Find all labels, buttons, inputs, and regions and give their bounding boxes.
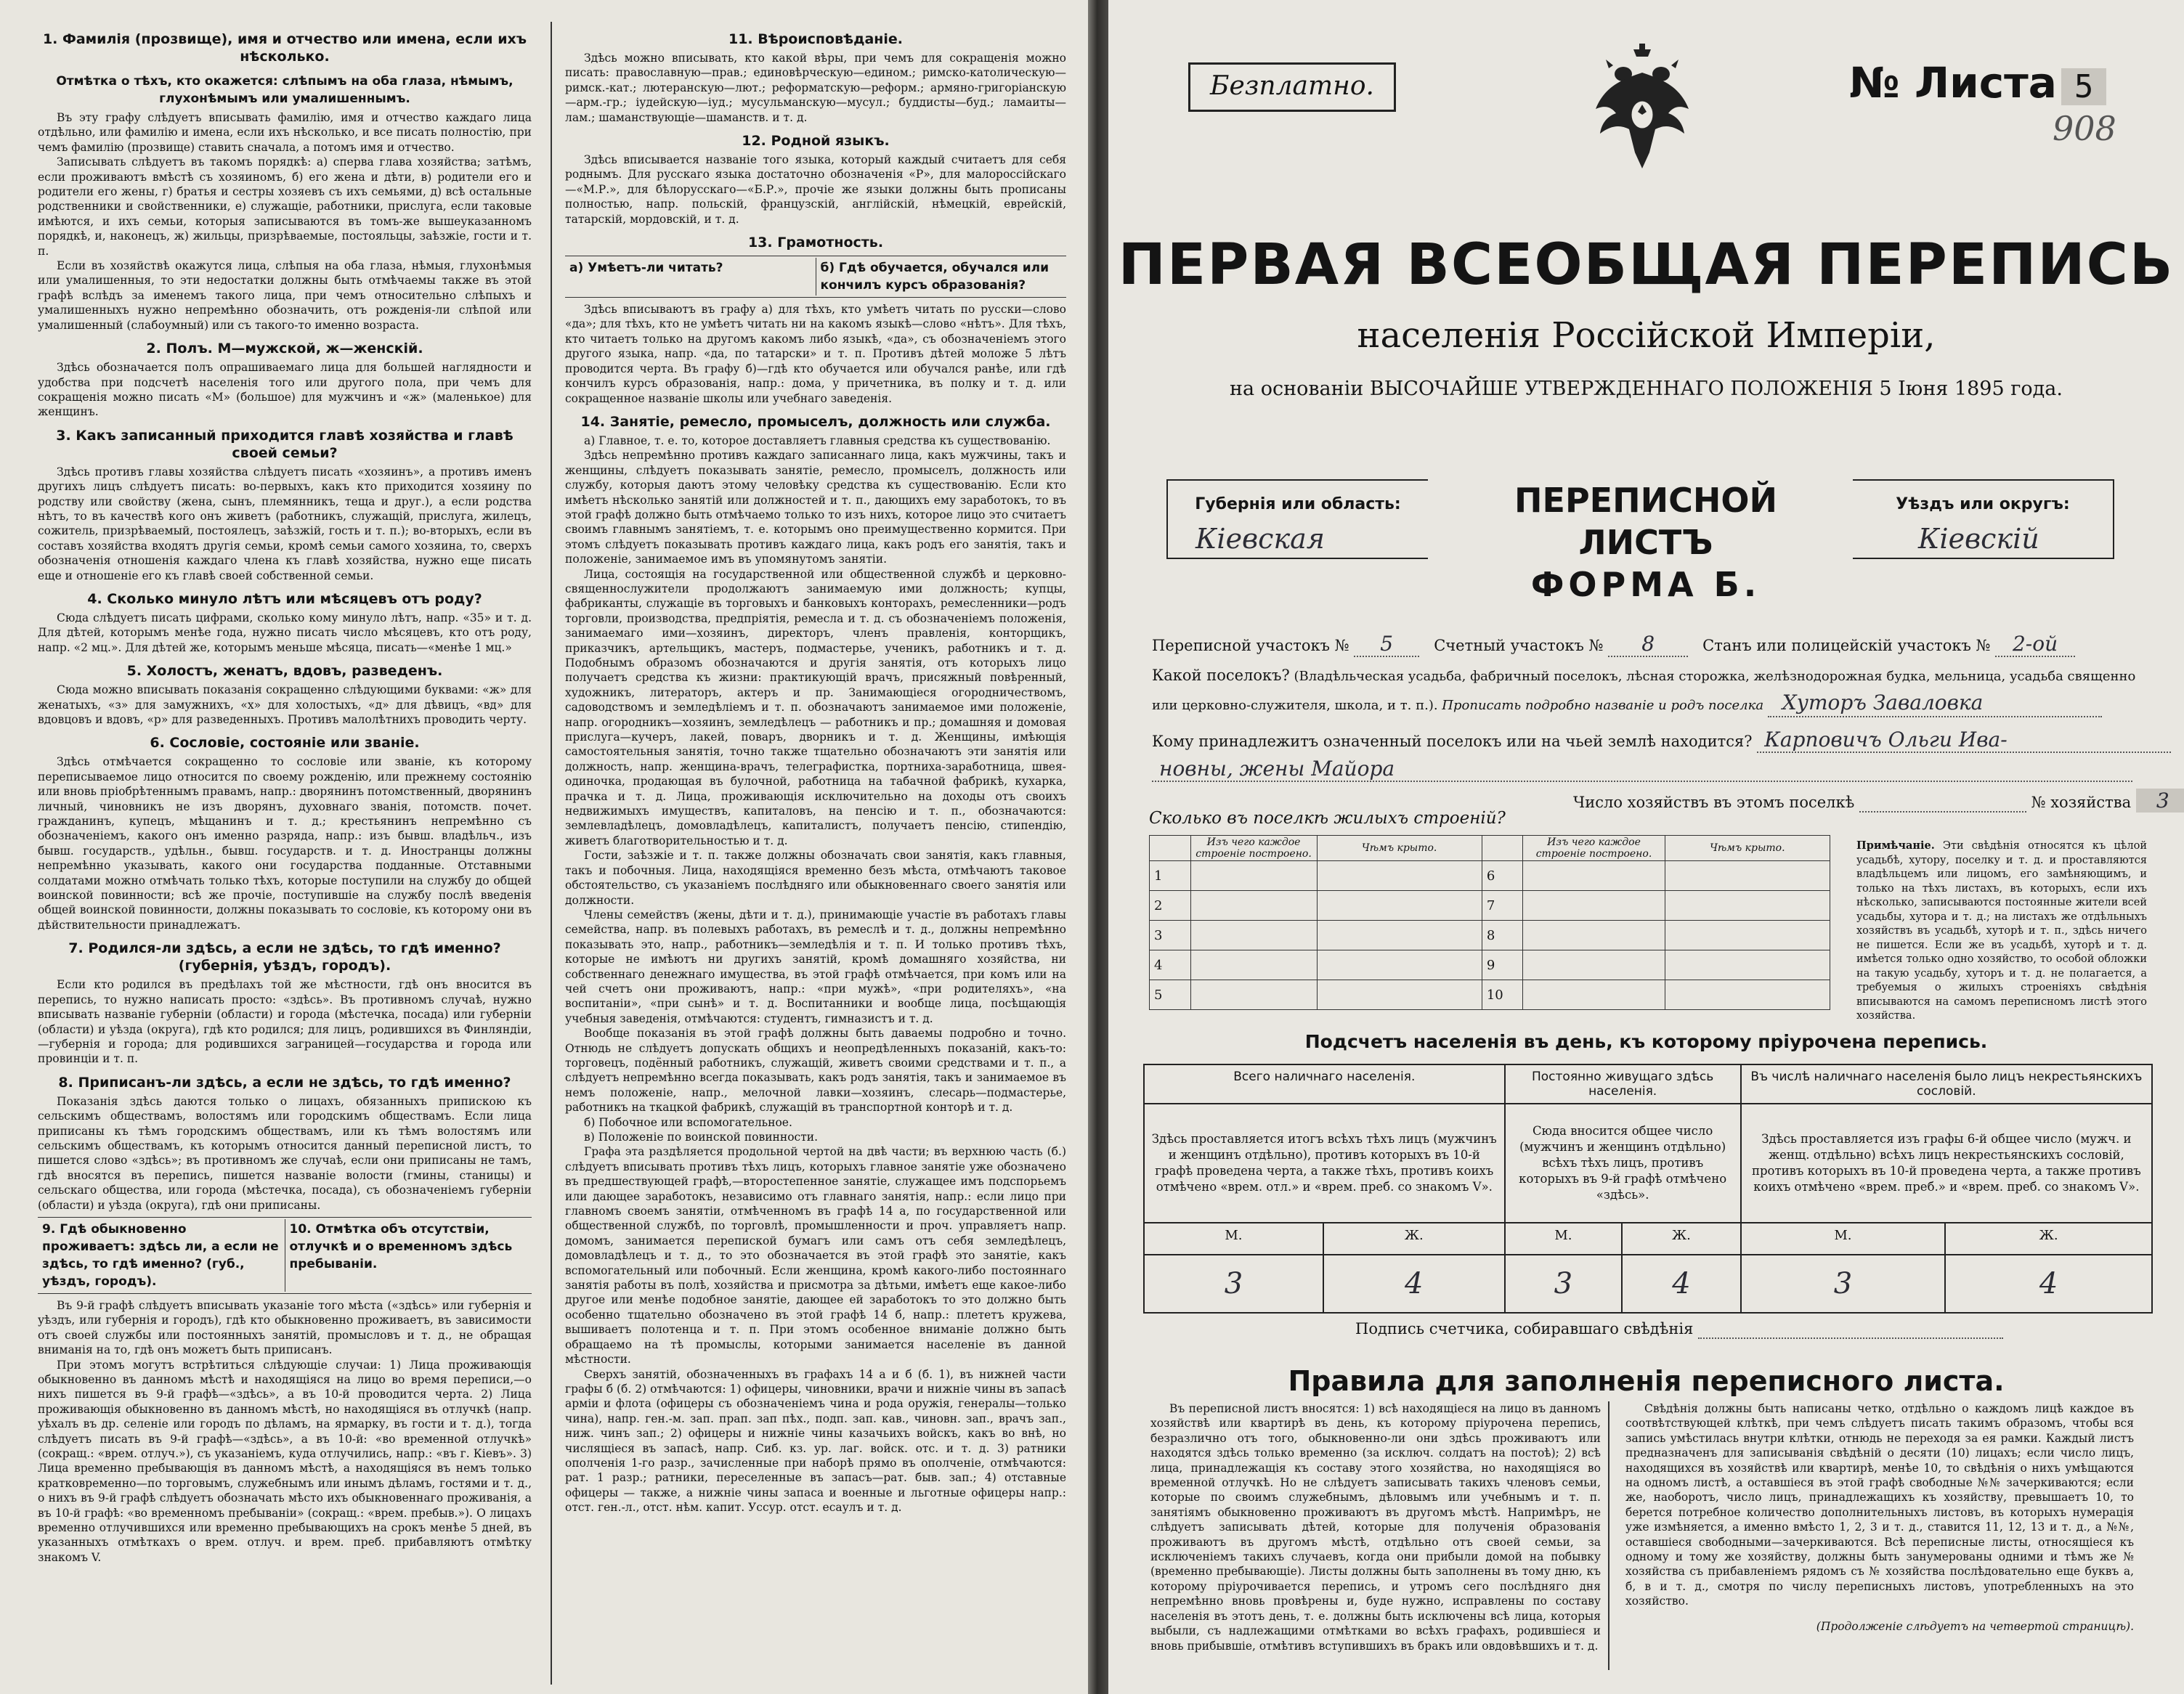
section-heading: а) Умѣетъ-ли читать? xyxy=(569,261,723,276)
instruction-paragraph: Если кто родился въ предѣлахъ той же мѣстности, гдѣ онъ вносится въ перепись, то нужно написать просто: «здѣсь». Въ противномъ случаѣ, нужно вписывать названіе губерніи (области) и города (мѣстечка, посада) или губерніи (области) и уѣзда (округа), гдѣ кто родился; для лицъ, родившихся въ Финляндіи,—губернія и города; для родившихся заграницей—государства и города или провинціи и т. п. xyxy=(38,978,532,1066)
female-label: Ж. xyxy=(1323,1223,1505,1255)
two-part-heading xyxy=(38,1217,532,1294)
instruction-paragraph: Здѣсь отмѣчается сокращенно то сословіе или званіе, къ которому переписываемое лицо относится по своему рожденію, или прежнему состоянію или вновь пріобрѣтеннымъ правамъ, напр.: дворянинъ потомственный, дворянинъ личный, чиновникъ не изъ дворянъ, духовнаго званія, потомств. почет. гражданинъ, купецъ, мѣщанинъ и т. д.; крестьянинъ непремѣнно съ обозначеніемъ, какого онъ именно разряда, напр.: изъ бывш. владѣльч., изъ бывш. государств., удѣльн., бывш. государств. и т. д. Иностранцы должны непремѣнно указывать, какого они государства подданные. Отставными солдатами можно отмѣчать только тѣхъ, которые поступили на службу до общей воинской повинности; всѣ же прочіе, поступившіе на службу послѣ введенія общей воинской повинности, должны показывать то сословіе, къ которому они въ дѣйствительности принадлежатъ. xyxy=(38,755,532,932)
section-heading: 13. Грамотность. xyxy=(747,235,884,251)
settlement-hint-2: Прописать подробно названіе и родъ поселка xyxy=(1442,698,1764,713)
rules-title: Правила для заполненія переписного листа. xyxy=(1288,1365,2005,1397)
houses-header-material-2: Изъ чего каждое строеніе построено. xyxy=(1523,836,1665,861)
row-number: 4 xyxy=(1150,950,1191,980)
instruction-paragraph: Въ эту графу слѣдуетъ вписывать фамилію, имя и отчество каждаго лица отдѣльно, или фамилію и имена, если ихъ нѣсколько, и все писать полностію, при чемъ фамилію (прозвище) ставить сначала, а потомъ имя и отчество. xyxy=(38,111,532,154)
row-number: 2 xyxy=(1150,891,1191,921)
column-divider xyxy=(551,22,552,1685)
instruction-paragraph: Члены семействъ (жены, дѣти и т. д.), принимающіе участіе въ работахъ главы семейства, напр. въ полевыхъ работахъ, въ ремеслѣ и т. д., должны непремѣнно показывать это, напр., работникъ—земледѣлія и т. п. И только противъ тѣхъ, которые не имѣютъ ни другихъ занятій, кромѣ домашняго хозяйства, ни собственнаго денежнаго имущества, въ этой графѣ отмѣчается, при комъ или на чей счетъ они проживаютъ, напр.: «при мужѣ», «при родителяхъ», «на воспитаніи», «при сынѣ» и т. д. Воспитанники и вообще лица, посѣщающія учебныя заведенія, отмѣчаются: студентъ, гимназистъ и т. д. xyxy=(565,908,1066,1025)
table-row xyxy=(1150,980,1830,1010)
table-row xyxy=(1150,921,1830,950)
row-number: 3 xyxy=(1150,921,1191,950)
non-peasant-male-count: 3 xyxy=(1741,1255,1946,1313)
owner-line-2 xyxy=(1152,757,2132,782)
instruction-paragraph: Здѣсь обозначается полъ опрашиваемаго лица для большей наглядности и удобства при подсчетѣ населенія того или другого пола, при чемъ для сокращенія можно писать «М» (большое) для мужчинъ и «ж» (маленькое) для женщинъ. xyxy=(38,361,532,419)
row-number: 1 xyxy=(1150,861,1191,891)
instruction-paragraph: Графа эта раздѣляется продольной чертой на двѣ части; въ верхнюю часть (б.) слѣдуетъ вписывать противъ тѣхъ лицъ, которыхъ главное занятіе уже обозначено въ предшествующей графѣ,—второстепенное занятіе, служащее имъ подспорьемъ или дающее заработокъ, независимо отъ главнаго занятія, напр.: если лицо при главномъ своемъ занятіи, отмѣченномъ въ графѣ 14 а, по государственной или общественной службѣ, по торговлѣ, промышленности и проч. управляетъ напр. домомъ, занимается перепиской бумагъ или самъ отъ себя земледѣлецъ, домовладѣлецъ и т. д., то это обозначается въ этой графѣ это занятіе, какъ вспомогательный или побочный. Если женщина, кромѣ какого-либо постояннаго занятія работы въ полѣ, хозяйства и присмотра за дѣтьми, имѣетъ еще какое-либо другое или менѣе подобное занятіе, дающее ей заработокъ то это должно быть особенно тщательно обозначено въ этой графѣ 14 б, напр.: плететъ кружева, вышиваетъ полотенца и т. п. При этомъ особенное вниманіе должно быть обращаемо на тѣ промыслы, которыми занимается населеніе въ данной мѣстности. xyxy=(565,1145,1066,1367)
section-subheading: Отмѣтка о тѣхъ, кто окажется: слѣпымъ на оба глаза, нѣмымъ, глухонѣмымъ или умалишеннымъ. xyxy=(56,74,513,106)
section-line xyxy=(1152,632,2075,657)
row-number: 5 xyxy=(1150,980,1191,1010)
houses-header-roof-2: Чѣмъ крыто. xyxy=(1665,836,1830,861)
section-heading: 14. Занятіе, ремесло, промыселъ, должность или служба. xyxy=(580,413,1051,430)
owner-value-1: Карповичъ Ольги Ива- xyxy=(1757,728,2171,753)
form-name: ФОРМА Б. xyxy=(1530,565,1761,604)
instruction-paragraph: б) Побочное или вспомогательное. xyxy=(584,1115,792,1129)
row-number: 9 xyxy=(1482,950,1523,980)
instruction-paragraph: Здѣсь противъ главы хозяйства слѣдуетъ писать «хозяинъ», а противъ именъ другихъ лицъ слѣдуетъ писать: во-первыхъ, какъ кто приходится хозяину по родству или свойству (жена, сынъ, племянникъ, теща и друг.), а если родства нѣтъ, то въ качествѣ кого онъ живетъ (работникъ, служащій, прислуга, жилецъ, сожитель, призрѣваемый, постоялецъ, заѣзжій, гость и т. п.); во-вторыхъ, если въ составъ хозяйства входятъ другія семьи, кромѣ семьи самого хозяина, то, сверхъ обозначенія отношенія каждаго члена къ главѣ хозяйства, нужно еще писать еще и отношеніе его къ главѣ своей собственной семьи. xyxy=(38,465,532,582)
instruction-paragraph: Записывать слѣдуетъ въ такомъ порядкѣ: а) сперва глава хозяйства; затѣмъ, если проживаютъ вмѣстѣ съ хозяиномъ, б) его жена и дѣти, в) родители его и родители его жены, г) братья и сестры хозяевъ съ ихъ семьями, д) всѣ остальные родственники и свойственники, е) служащіе, работники, прислуга, если таковые имѣются, и ихъ семьи, которыя записываются въ томъ-же вышеуказанномъ порядкѣ, и, наконецъ, ж) жильцы, призрѣваемые, постояльцы, заѣзжіе, гости и т. п. xyxy=(38,155,532,258)
counting-section-label: Счетный участокъ № xyxy=(1434,637,1604,654)
sheet-number xyxy=(1849,58,2106,107)
page-title: ПЕРВАЯ ВСЕОБЩАЯ ПЕРЕПИСЬ xyxy=(1118,232,2175,298)
section-heading: 9. Гдѣ обыкновенно проживаетъ: здѣсь ли, а если не здѣсь, то гдѣ именно? (губ., уѣздъ, городъ). xyxy=(42,1221,279,1289)
enumerator-signature-line xyxy=(1355,1320,2003,1339)
continued-note: (Продолженіе слѣдуетъ на четвертой страницѣ). xyxy=(1816,1619,2134,1633)
instructions-column-left xyxy=(38,23,532,1679)
page-subtitle: населенія Россійской Имперіи, xyxy=(1357,315,1936,356)
total-male-count: 3 xyxy=(1144,1255,1323,1313)
instruction-paragraph: Сюда можно вписывать показанія сокращенно слѣдующими буквами: «ж» для женатыхъ, «з» для замужнихъ, «х» для холостыхъ, «д» для дѣвицъ, «вд» для вдовцовъ и вдовъ, «р» для разведенныхъ. Противъ малолѣтнихъ проводить черту. xyxy=(38,683,532,726)
rules-column-right xyxy=(1625,1401,2134,1634)
handwritten-number: 908 xyxy=(2053,109,2116,148)
section-heading: 8. Приписанъ-ли здѣсь, а если не здѣсь, то гдѣ именно? xyxy=(58,1074,511,1091)
households-label: Число хозяйствъ въ этомъ поселкѣ xyxy=(1573,794,1855,811)
instruction-paragraph: Здѣсь непремѣнно противъ каждаго записаннаго лица, какъ мужчины, такъ и женщины, слѣдуетъ показывать занятіе, ремесло, промыселъ, должность или службу, которыя даютъ этому человѣку средства къ существованію. Если кто имѣетъ нѣсколько занятій или должностей и т. п., дающихъ ему заработокъ, то въ этой графѣ должно быть отмѣчаемо только то изъ нихъ, которое лицо это считаетъ своимъ главнымъ занятіемъ, т. е. которымъ оно преимущественно кормится. При этомъ слѣдуетъ показывать противъ каждаго лица, какъ родъ его занятія, такъ и положеніе, занимаемое имъ въ упомянутомъ занятіи. xyxy=(565,449,1066,566)
book-gutter xyxy=(1088,0,1108,1694)
stan-value: 2-ой xyxy=(1995,632,2075,657)
section-heading: 1. Фамилія (прозвище), имя и отчество или имена, если ихъ нѣсколько. xyxy=(42,31,527,65)
instruction-paragraph: Въ 9-й графѣ слѣдуетъ вписывать указаніе того мѣста («здѣсь» или губернія и уѣздъ, или губернія и городъ), гдѣ кто обыкновенно проживаетъ, въ зависимости отъ своей службы или постоянныхъ занятій, промысловъ и т. д., не обращая вниманія на то, гдѣ онъ можетъ быть приписанъ. xyxy=(38,1298,532,1357)
permanent-male-count: 3 xyxy=(1505,1255,1623,1313)
female-label: Ж. xyxy=(1945,1223,2152,1255)
population-count-title: Подсчетъ населенія въ день, къ которому пріурочена перепись. xyxy=(1304,1031,1988,1052)
stan-label: Станъ или полицейскій участокъ № xyxy=(1702,637,1991,654)
count-desc-total: Здѣсь проставляется итогъ всѣхъ тѣхъ лицъ (мужчинъ и женщинъ отдѣльно), противъ которыхъ въ 10-й графѣ проведена черта, а также тѣхъ, противъ коихъ отмѣчено «врем. отл.» и «врем. преб. со знакомъ V». xyxy=(1144,1104,1505,1223)
section-heading: 11. Вѣроисповѣданіе. xyxy=(728,31,904,47)
row-number: 7 xyxy=(1482,891,1523,921)
table-row xyxy=(1150,891,1830,921)
household-number-label: № хозяйства xyxy=(2031,794,2132,811)
district-value: Кіевскій xyxy=(1918,523,2039,555)
houses-table-header xyxy=(1150,836,1830,861)
female-label: Ж. xyxy=(1622,1223,1740,1255)
settlement-question-label: Какой поселокъ? xyxy=(1152,667,1290,684)
section-heading: 12. Родной языкъ. xyxy=(742,133,890,150)
table-row xyxy=(1150,861,1830,891)
instruction-paragraph: Здѣсь можно вписывать, кто какой вѣры, при чемъ для сокращенія можно писать: православную—прав.; единовѣрческую—едином.; римско-католическую—римск.-кат.; лютеранскую—лют.; реформатскую—реформ.; армяно-григоріанскую—арм.-гр.; іудейскую—іуд.; мусульманскую—мусул.; буддисты—буд.; ламаиты—лам.; шаманствующіе—шаманств. и т. д. xyxy=(565,52,1066,124)
section-heading: 6. Сословіе, состояніе или званіе. xyxy=(150,735,420,752)
settlement-hint: (Владѣльческая усадьба, фабричный поселокъ, лѣсная сторожка, желѣзнодорожная будка, мельница, усадьба священно или церковно-служителя, школа, и т. п.). xyxy=(1152,669,2136,713)
instructions-column-right xyxy=(565,23,1066,1679)
note xyxy=(1856,839,2147,1024)
section-heading: 4. Сколько минуло лѣтъ или мѣсяцевъ отъ роду? xyxy=(87,590,482,607)
count-header-non-peasant: Въ числѣ наличнаго населенія было лицъ некрестьянскихъ сословій. xyxy=(1741,1064,2152,1104)
houses-table xyxy=(1149,835,1830,1010)
instruction-paragraph: Здѣсь вписывается названіе того языка, который каждый считаетъ для себя роднымъ. Для русскаго языка достаточно обозначенія «Р», для малороссійскаго—«М.Р.», для бѣлорусскаго—«Б.Р.», прочіе же языки должны быть прописаны полностью, напр. польскій, французскій, англійскій, нѣмецкій, еврейскій, татарскій, мордовскій, и т. д. xyxy=(565,153,1066,226)
count-header-permanent: Постоянно живущаго здѣсь населенія. xyxy=(1505,1064,1741,1104)
form-header xyxy=(1442,479,1849,606)
instruction-paragraph: При этомъ могутъ встрѣтиться слѣдующіе случаи: 1) Лица проживающія обыкновенно въ данномъ мѣстѣ и находящіяся на лицо во время переписи,—о нихъ пишется въ 9-й графѣ—«здѣсь», а въ 10-й проводится черта. 2) Лица проживающія обыкновенно въ данномъ мѣстѣ, но находящіяся въ отлучкѣ (напр. уѣхалъ въ др. селеніе или городъ по дѣламъ, на ярмарку, въ гости и т. д.), тогда слѣдуетъ писать въ 9-й графѣ—«здѣсь», а въ 10-й: «во временной отлучкѣ» (сокращ.: «врем. отлуч.»), съ указаніемъ, куда отлучились, напр.: «въ г. Кіевъ». 3) Лица временно пребывающія въ данномъ мѣстѣ, а находящіяся въ немъ только кратковременно—по торговымъ, служебнымъ или инымъ дѣламъ, гостями и т. д., о нихъ въ 9-й графѣ слѣдуетъ обозначать мѣсто ихъ обыкновеннаго проживанія, а въ 10-й графѣ: «во временномъ пребываніи» (сокращ.: «врем. пребыв.»). О лицахъ временно отлучившихся или временно пребывающихъ на срокъ менѣе 5 дней, въ указанныхъ отмѣткахъ о врем. отлуч. и врем. преб. прибавляютъ отмѣтку знакомъ V. xyxy=(38,1358,532,1564)
instruction-paragraph: Сверхъ занятій, обозначенныхъ въ графахъ 14 а и б (б. 1), въ нижней части графы б (б. 2) отмѣчаются: 1) офицеры, чиновники, врачи и нижніе чины въ запасѣ арміи и флота (офицеры съ обозначеніемъ чина и рода оружія, генералы—только чина), напр. ген.-м. зап. прап. зап пѣх., подп. зап. кав., чиновн. зап., врачъ зап., ниж. чинъ зап.; 2) офицеры и нижніе чины казачьихъ войскъ, какъ во внѣ, но числящіеся въ запасѣ, напр. Сиб. кз. ур. лаг. войск. отс. и т. д. 3) ратники ополченія 1-го разр., зачисленные при наборѣ прямо въ ополченіе, отмѣчаются: рат. 1 разр.; ратники, переселенные въ запасъ—рат. быв. зап.; 4) отставные офицеры — также, а нижніе чины запаса и военные и льготные офицеры напр.: отст. ген.-л., отст. нѣм. капит. Уссур. отст. есаулъ и т. д. xyxy=(565,1367,1066,1515)
houses-header-material: Изъ чего каждое строеніе построено. xyxy=(1190,836,1317,861)
owner-value-2: новны, жены Майора xyxy=(1152,757,2132,782)
double-headed-eagle-icon xyxy=(1591,44,1693,174)
count-desc-permanent: Сюда вносится общее число (мужчинъ и женщинъ отдѣльно) всѣхъ тѣхъ лицъ, противъ которыхъ въ 9-й графѣ отмѣчено «здѣсь». xyxy=(1505,1104,1741,1223)
houses-header-roof: Чѣмъ крыто. xyxy=(1317,836,1482,861)
non-peasant-female-count: 4 xyxy=(1945,1255,2152,1313)
houses-question: Сколько въ поселкѣ жилыхъ строеній? xyxy=(1149,809,1506,828)
rules-text-right: Свѣдѣнія должны быть написаны четко, отдѣльно о каждомъ лицѣ каждое въ соотвѣтствующей клѣткѣ, при чемъ слѣдуетъ писать такимъ образомъ, чтобы вся запись умѣстилась внутри клѣтки, отнюдь не переходя за ея рамки. Каждый листъ предназначенъ для записыванія свѣдѣній о десяти (10) лицахъ; если число лицъ, находящихся въ хозяйствѣ или квартирѣ, менѣе 10, то свѣдѣнія о нихъ умѣщаются на одномъ листѣ, а оставшіеся въ этой графѣ свободные №№ зачеркиваются; если же, наоборотъ, число лицъ, принадлежащихъ къ хозяйству, превышаетъ 10, то берется потребное количество дополнительныхъ листовъ, въ которыхъ нумерація уже измѣняется, а именно вмѣсто 1, 2, 3 и т. д., ставится 11, 12, 13 и т. д., а №№, оставшіеся свободными—зачеркиваются. Всѣ переписные листы, относящіеся къ одному и тому же хозяйству, должны быть занумерованы одними и тѣмъ же № хозяйства съ прибавленіемъ рядомъ съ № хозяйства послѣдовательно еще буквъ а, б, в и т. д., смотря по числу переписныхъ листовъ, употребленныхъ на это хозяйство. xyxy=(1625,1402,2134,1608)
form-title: ПЕРЕПИСНОЙ ЛИСТЪ xyxy=(1514,481,1777,562)
counting-section-value: 8 xyxy=(1608,632,1688,657)
section-heading: 2. Полъ. М—мужской, ж—женскій. xyxy=(146,341,423,357)
two-part-heading xyxy=(565,256,1066,298)
owner-question: Кому принадлежитъ означенный поселокъ или на чьей землѣ находится? xyxy=(1152,733,1753,750)
settlement-question xyxy=(1152,662,2154,719)
note-label: Примѣчаніе. xyxy=(1856,839,1935,852)
male-label: М. xyxy=(1741,1223,1946,1255)
instruction-paragraph: Лица, состоящія на государственной или общественной службѣ и церковно-священнослужители продолжаютъ занимаемую ими должность; купцы, фабриканты, служащіе въ торговыхъ и банковыхъ конторахъ, ремесленники—родъ торговли, производства, предпріятія, ремесла и т. д. съ обозначеніемъ положенія, занимаемаго ими—хозяинъ, директоръ, членъ правленія, конторщикъ, приказчикъ, артельщикъ, мастеръ, подмастерье, ученикъ, работникъ и т. д. Подобнымъ образомъ обозначаются и другія занятія, отъ которыхъ лицо получаетъ средства къ жизни: практикующій врачъ, присяжный повѣренный, художникъ, литераторъ, актеръ и пр. Занимающіеся огородничествомъ, садоводствомъ и земледѣліемъ и т. п. обозначаютъ занимаемое ими положеніе, напр. огородникъ—хозяинъ, земледѣлецъ — работникъ и пр.; домашняя и домовая прислуга—кучеръ, лакей, поваръ, дворникъ и т. д. Женщины, имѣющія самостоятельныя занятія, точно также тщательно обозначаютъ эти занятія или должность, напр. женщина-врачъ, телеграфистка, портниха-заработница, швея-одиночка, продающая въ булочной, работница на табачной фабрикѣ, кухарка, прачка и т. д. Лица, проживающія исключительно на доходы отъ своихъ недвижимыхъ имуществъ, капиталовъ, на пенсію и т. п., обозначаются: землевладѣлецъ, домовладѣлецъ, капиталистъ, получаетъ пенсію, стипендію, живетъ благотворительностью и т. д. xyxy=(565,567,1066,847)
census-section-value: 5 xyxy=(1354,632,1419,657)
census-form-page xyxy=(1108,0,2184,1694)
male-label: М. xyxy=(1144,1223,1323,1255)
section-heading: 3. Какъ записанный приходится главѣ хозяйства и главѣ своей семьи? xyxy=(56,427,513,461)
count-desc-non-peasant: Здѣсь проставляется изъ графы 6-й общее число (мужч. и женщ. отдѣльно) всѣхъ лицъ некрестьянскихъ сословій, противъ которыхъ въ 10-й проведена черта, а также противъ коихъ отмѣчено «врем. преб.» и «врем. преб. со знакомъ V». xyxy=(1741,1104,2152,1223)
rules-text-left: Въ переписной листъ вносятся: 1) всѣ находящіеся на лицо въ данномъ хозяйствѣ или квартирѣ въ день, къ которому пріурочена перепись, безразлично отъ того, обыкновенно-ли они здѣсь проживаютъ или находятся здѣсь только временно (за исключ. солдатъ на постоѣ); 2) всѣ лица, принадлежащія къ составу этого хозяйства, но находящіяся во временной отлучкѣ. Но не слѣдуетъ записывать такихъ членовъ семьи, которые по своимъ служебнымъ, дѣловымъ или учебнымъ и т. п. занятіямъ обыкновенно проживаютъ въ другомъ мѣстѣ. Напримѣръ, не слѣдуетъ записывать дѣтей, которые для полученія образованія проживаютъ въ другомъ мѣстѣ, отдѣльно отъ своей семьи, за исключеніемъ такихъ случаевъ, когда они прибыли домой на побывку (временно пребывающіе). Листы должны быть заполнены въ тому дню, къ которому пріурочивается перепись, и утромъ сего послѣдняго дня непремѣнно вновь провѣрены и, буде нужно, исправлены по составу населенія въ этотъ день, т. е. должны быть исключены всѣ лица, которыя выбыли, съ надлежащими отмѣтками во всѣхъ графахъ, родившіеся и вновь прибывшіе, отмѣтивъ вступившихъ въ бракъ или овдовѣвшихъ и т. д. xyxy=(1150,1402,1601,1653)
instruction-paragraph: а) Главное, т. е. то, которое доставляетъ главныя средства къ существованію. xyxy=(584,433,1051,447)
signature-label: Подпись счетчика, собиравшаго свѣдѣнія xyxy=(1355,1320,1694,1337)
row-number: 8 xyxy=(1482,921,1523,950)
instruction-paragraph: Сюда слѣдуетъ писать цифрами, сколько кому минуло лѣтъ, напр. «35» и т. д. Для дѣтей, которымъ менѣе года, нужно писать число мѣсяцевъ, кто отъ роду, напр. «2 мц.». Для дѣтей же, которымъ меньше мѣсяца, писать—«менѣе 1 мц.» xyxy=(38,611,532,654)
section-heading: 5. Холостъ, женатъ, вдовъ, разведенъ. xyxy=(126,663,443,680)
instruction-paragraph: Вообще показанія въ этой графѣ должны быть даваемы подробно и точно. Отнюдь не слѣдуетъ допускать общихъ и неопредѣленныхъ показаній, какъ-то: торговецъ, подённый работникъ, служащій, живетъ своими средствами и т. п., а слѣдуетъ непремѣнно всегда показывать, какъ родъ занятія, такъ и занимаемое въ немъ положеніе, напр., мелочной лавки—хозяинъ, слесарь—подмастерье, работникъ на ткацкой фабрикѣ, служащій въ транспортной конторѣ и т. д. xyxy=(565,1027,1066,1115)
instruction-paragraph: в) Положеніе по воинской повинности. xyxy=(584,1131,819,1144)
permanent-female-count: 4 xyxy=(1622,1255,1740,1313)
sheet-number-label: № Листа xyxy=(1849,58,2057,107)
rules-divider xyxy=(1608,1401,1609,1670)
province-value: Кіевская xyxy=(1195,523,1325,555)
free-stamp: Безплатно. xyxy=(1188,62,1396,112)
census-section-label: Переписной участокъ № xyxy=(1152,637,1349,654)
instruction-paragraph: Показанія здѣсь даются только о лицахъ, обязанныхъ припискою къ сельскимъ обществамъ, волостямъ или городскимъ обществамъ. Если лица приписаны къ тѣмъ городскимъ обществамъ, или къ тѣмъ волостямъ или сельскимъ обществамъ, къ которымъ относится данный переписной листъ, то пишется слово «здѣсь»; въ противномъ же случаѣ, если они приписаны не тамъ, гдѣ вносятся въ перепись, пишется названіе волости (гмины, станицы) и сельскаго общества, или города (мѣстечка, посада), съ обозначеніемъ губерніи (области) и уѣзда (округа), гдѣ они приписаны. xyxy=(38,1094,532,1212)
row-number: 10 xyxy=(1482,980,1523,1010)
population-count-table xyxy=(1143,1064,2153,1314)
sheet-number-value: 5 xyxy=(2061,68,2107,105)
instruction-paragraph: Гости, заѣзжіе и т. п. также должны обозначать свои занятія, какъ главныя, такъ и побочныя. Лица, находящіяся временно безъ мѣста, отмѣчаютъ таковое обстоятельство, съ указаніемъ послѣдняго или обыкновеннаго своего занятія или должности. xyxy=(565,849,1066,907)
note-text: Эти свѣдѣнія относятся къ цѣлой усадьбѣ, хутору, поселку и т. д. и проставляются владѣльцемъ или лицомъ, его замѣняющимъ, и только на тѣхъ листахъ, въ которыхъ, если ихъ нѣсколько, записываются постоянные жители всей усадьбы, хутора и т. д.; на листахъ же отдѣльныхъ хозяйствъ въ усадьбѣ, хуторѣ и т. п., здѣсь ничего не пишется. Если же въ усадьбѣ, хуторѣ и т. д. имѣется только одно хозяйство, то особой обложки на такую усадьбу, хуторъ и т. д. не полагается, а требуемыя о жилыхъ строеніяхъ свѣдѣнія вписываются на самомъ переписномъ листѣ этого хозяйства. xyxy=(1856,840,2147,1022)
section-heading: 10. Отмѣтка объ отсутствіи, отлучкѣ и о временномъ здѣсь пребываніи. xyxy=(285,1219,532,1292)
instruction-paragraph: Если въ хозяйствѣ окажутся лица, слѣпыя на оба глаза, нѣмыя, глухонѣмыя или умалишенныя, то эти недостатки должны быть отмѣчаемы также въ этой графѣ вслѣдъ за именемъ такого лица, при чемъ относительно слѣпыхъ и умалишенныхъ нужно непремѣнно обозначить, отъ рожденія-ли слѣпой или умалишенный (слабоумный) или съ такого-то именно возраста. xyxy=(38,259,532,332)
table-row xyxy=(1150,950,1830,980)
total-female-count: 4 xyxy=(1323,1255,1505,1313)
count-header-total: Всего наличнаго населенія. xyxy=(1144,1064,1505,1104)
district-label: Уѣздъ или округъ: xyxy=(1896,495,2070,513)
section-heading: б) Гдѣ обучается, обучался или кончилъ курсъ образованія? xyxy=(816,258,1067,296)
rules-column-left xyxy=(1150,1401,1601,1653)
row-number: 6 xyxy=(1482,861,1523,891)
owner-line xyxy=(1152,728,2171,753)
legal-basis: на основаніи ВЫСОЧАЙШЕ УТВЕРЖДЕННАГО ПОЛОЖЕНІЯ 5 Іюня 1895 года. xyxy=(1230,378,2063,400)
household-number-value: 3 xyxy=(2136,789,2184,813)
province-label: Губернія или область: xyxy=(1195,495,1401,513)
settlement-value: Хуторъ Заваловка xyxy=(1768,690,2102,717)
instruction-paragraph: Здѣсь вписываютъ въ графу а) для тѣхъ, кто умѣетъ читать по русски—слово «да»; для тѣхъ, кто не умѣетъ читать ни на какомъ языкѣ—слово «нѣтъ». Для тѣхъ, кто читаетъ только на другомъ какомъ либо языкѣ, «да», съ обозначеніемъ этого другого языка, напр. «да, по татарски» и т. п. Противъ дѣтей моложе 5 лѣтъ проводится черта. Въ графу б)—гдѣ кто обучается или обучался ранѣе, или гдѣ кончилъ курсъ образованія, напр.: дома, у причетника, въ полку и т. д. или сокращенное названіе школы или учебнаго заведенія. xyxy=(565,303,1066,405)
section-heading: 7. Родился-ли здѣсь, а если не здѣсь, то гдѣ именно? (губернія, уѣздъ, городъ). xyxy=(68,940,501,974)
male-label: М. xyxy=(1505,1223,1623,1255)
instructions-page xyxy=(0,0,1088,1694)
households-line xyxy=(1573,789,2184,813)
